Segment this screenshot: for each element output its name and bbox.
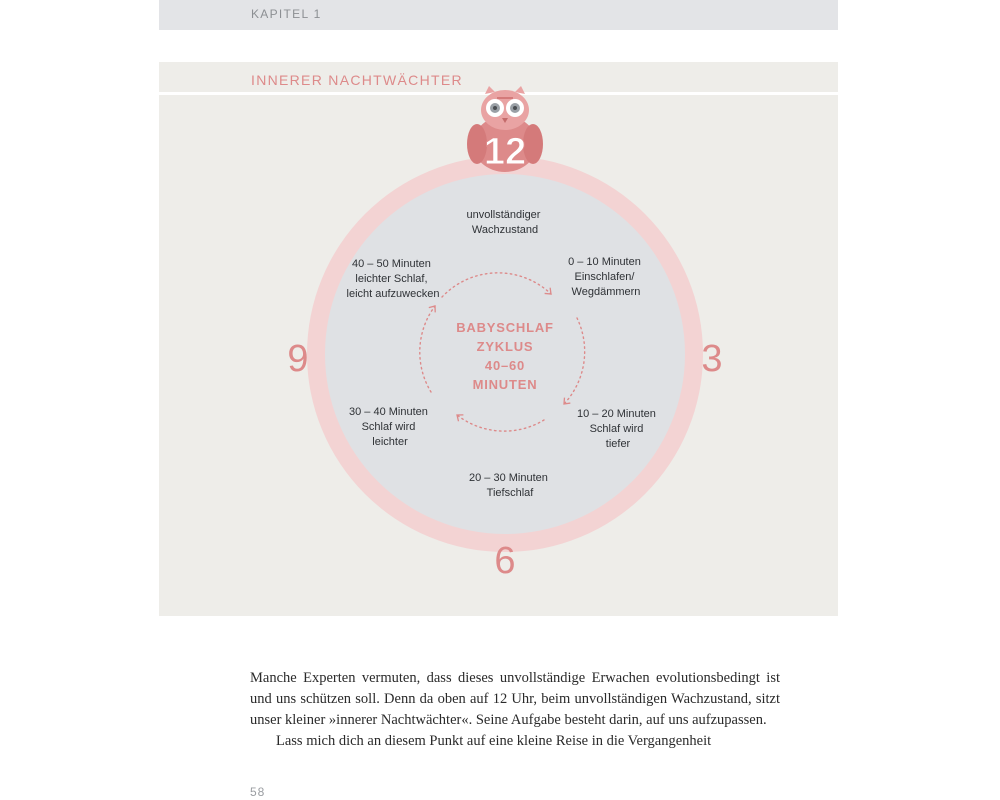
page-number: 58: [250, 785, 266, 799]
phase-label-line: leichter Schlaf,: [355, 273, 428, 285]
infobox-title: INNERER NACHTWÄCHTER: [251, 72, 463, 88]
phase-label-line: leichter: [372, 436, 408, 448]
body-text: [250, 668, 780, 752]
center-label-line: 40–60: [484, 358, 526, 373]
phase-label-line: unvollständiger: [466, 209, 541, 221]
phase-label-line: Tiefschlaf: [486, 487, 534, 499]
phase-label-line: 40 – 50 Minuten: [352, 258, 431, 270]
phase-label-line: 0 – 10 Minuten: [568, 256, 641, 268]
infobox: [159, 62, 838, 616]
phase-label-line: 10 – 20 Minuten: [577, 408, 656, 420]
clock-number-12: 12: [483, 131, 527, 173]
phase-label-line: leicht aufzuwecken: [346, 288, 440, 300]
clock-number-9: 9: [287, 338, 309, 380]
phase-label-0-10: [568, 256, 644, 298]
clock-number-6: 6: [494, 540, 516, 582]
phase-label-line: 30 – 40 Minuten: [349, 406, 428, 418]
phase-label-40-50: [347, 258, 440, 300]
paragraph: Lass mich dich an diesem Punkt auf eine kleine Reise in die Vergangenheit: [276, 733, 712, 749]
center-label-line: MINUTEN: [472, 377, 538, 392]
chapter-label: KAPITEL 1: [251, 7, 322, 21]
phase-label-line: Wachzustand: [471, 224, 539, 236]
phase-label-line: Schlaf wird: [589, 423, 644, 435]
center-label-line: ZYKLUS: [476, 339, 534, 354]
phase-label-line: Wegdämmern: [571, 286, 641, 298]
phase-label-line: Schlaf wird: [361, 421, 416, 433]
sleep-cycle-diagram: [159, 62, 838, 616]
center-label-line: BABYSCHLAF: [456, 320, 554, 335]
paragraph: Manche Experten vermuten, dass dieses unvollständige Erwachen evolutionsbedingt ist und uns schützen soll. Denn da oben auf 12 Uhr, beim unvollständigen Wachzustand, sitzt unser kleiner »innerer Nachtwächter«. Seine Aufgabe besteht darin, auf uns aufzupassen.: [250, 670, 780, 728]
phase-label-line: tiefer: [605, 438, 631, 450]
phase-label-line: 20 – 30 Minuten: [469, 472, 548, 484]
phase-label-line: Einschlafen/: [574, 271, 635, 283]
clock-number-3: 3: [701, 338, 723, 380]
chapter-header-bar: [159, 0, 838, 30]
